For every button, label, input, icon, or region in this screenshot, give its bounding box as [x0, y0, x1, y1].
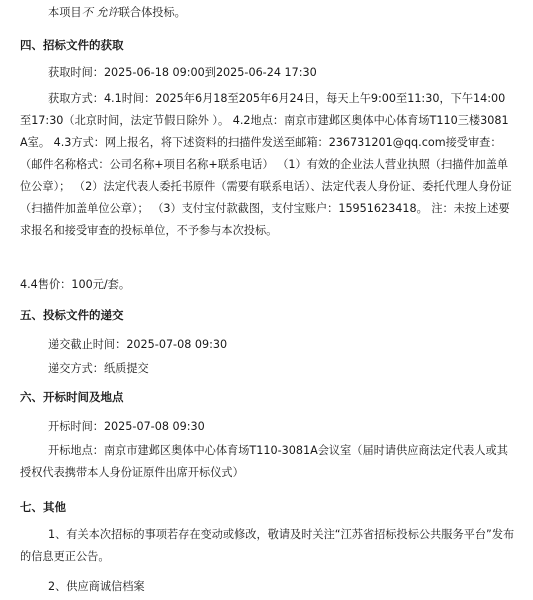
opening-time: 开标时间：2025-07-08 09:30 [48, 420, 205, 433]
joint-bid-prefix: 本项目 [48, 6, 82, 19]
joint-bid-suffix: 联合体投标。 [118, 6, 186, 19]
joint-bid-note [48, 6, 186, 20]
joint-bid-not-allowed: 不 允许 [81, 6, 119, 19]
section-5-heading: 五、投标文件的递交 [20, 308, 124, 322]
section-6-heading: 六、开标时间及地点 [20, 390, 124, 404]
submission-deadline: 递交截止时间：2025-07-08 09:30 [48, 338, 228, 351]
acquire-time: 获取时间：2025-06-18 09:00到2025-06-24 17:30 [48, 66, 317, 79]
section-4-heading: 四、招标文件的获取 [20, 38, 124, 52]
opening-place-paragraph: 开标地点：南京市建邺区奥体中心体育场T110-3081A会议室（届时请供应商法定代表人或其授权代表携带本人身份证原件出席开标仪式） [20, 444, 508, 479]
submission-method: 递交方式：纸质提交 [48, 362, 149, 375]
other-item-1-paragraph: 1、有关本次招标的事项若存在变动或修改，敬请及时关注“江苏省招标投标公共服务平台”发布的信息更正公告。 [20, 528, 515, 563]
document-price: 4.4售价：100元/套。 [20, 278, 131, 291]
acquire-method-paragraph: 获取方式：4.1时间：2025年6月18至205年6月24日，每天上午9:00至11:30，下午14:00至17:30（北京时间，法定节假日除外 ）。 4.2地点：南京市建邺区奥体中心体育场T110三楼3081A室。 4.3方式：网上报名，将下述资料的扫描件发送至邮箱：236731201@qq.com接受审查：（邮件名称格式：公司名称+项目名称+联系电话） （1）有效的企业法人营业执照（扫描件加盖单位公章）； （2）法定代表人委托书原件（需要有联系电话）、法定代表人身份证、委托代理人身份证（扫描件加盖单位公章）； （3）支付宝付款截图，支付宝账户：15951623418。 注：未按上述要求报名和接受审查的投标单位，不予参与本次投标。 [20, 92, 512, 237]
other-item-2: 2、供应商诚信档案 [48, 580, 145, 593]
section-7-heading: 七、其他 [20, 500, 66, 514]
